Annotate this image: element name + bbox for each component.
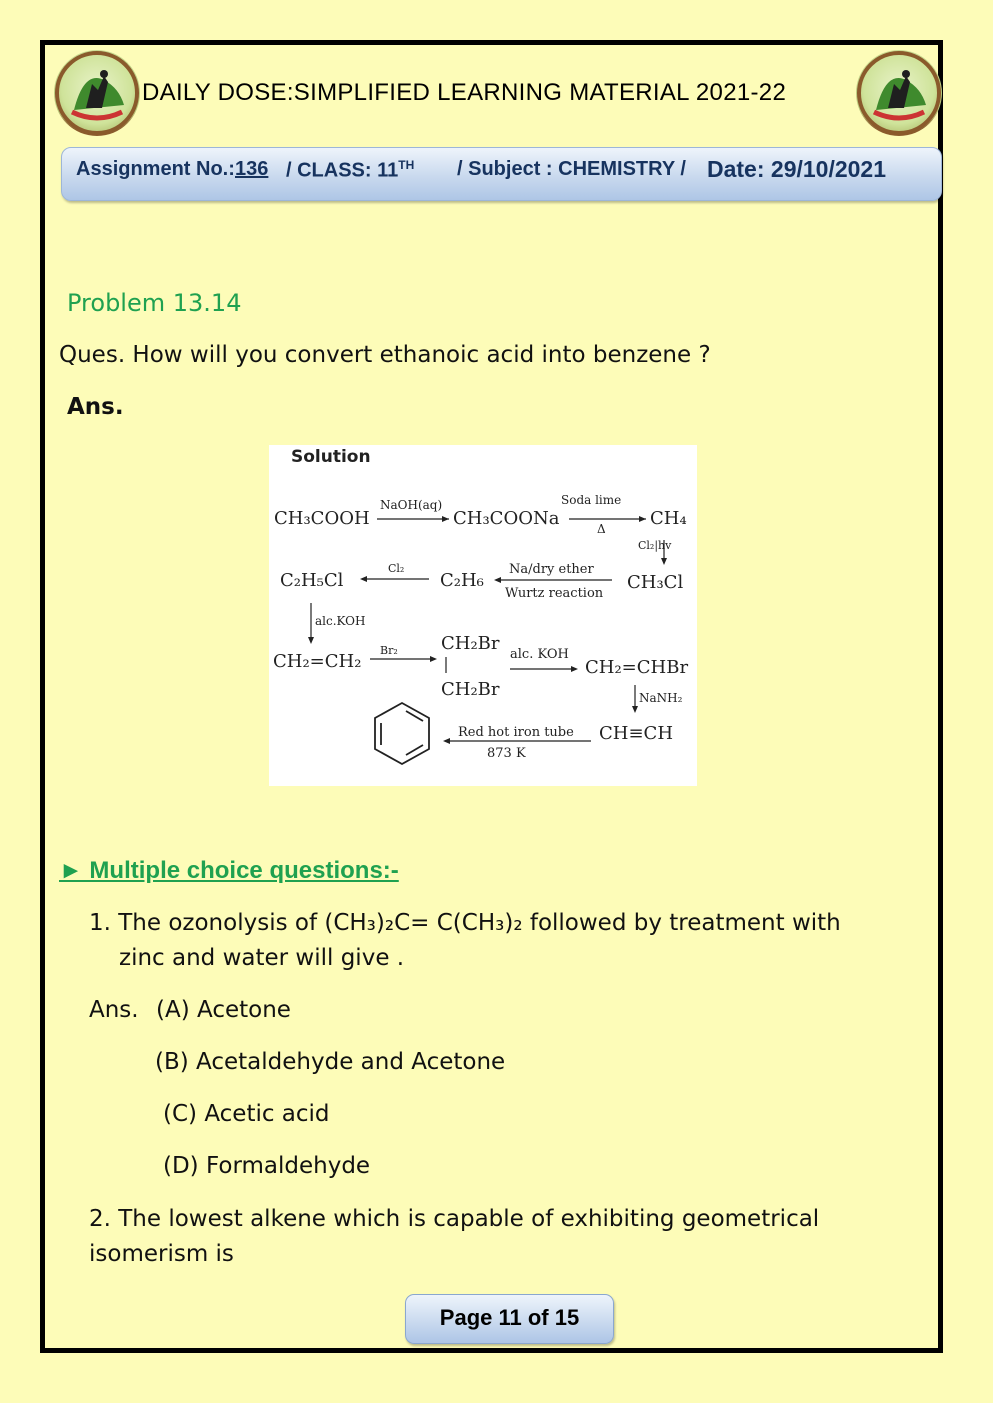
arrowhead-9 [632,706,638,713]
mcq-heading: ► Multiple choice questions:- [59,857,399,884]
arrowhead-10 [443,738,450,744]
arrowhead-7 [430,656,437,662]
assignment-label: Assignment No.: [76,158,235,180]
reagent-red-hot-tube: Red hot iron tube [458,725,574,740]
problem-heading: Problem 13.14 [67,289,242,317]
chem-ch3coona: CH₃COONa [453,508,560,529]
reagent-soda-lime: Soda lime [561,493,622,507]
cond-delta: Δ [597,522,606,536]
chem-ch3cooh: CH₃COOH [274,508,370,529]
chem-ch3cl: CH₃Cl [627,572,684,593]
document-title: DAILY DOSE:SIMPLIFIED LEARNING MATERIAL 2021-22 [142,79,787,106]
arrowhead-1 [442,516,449,522]
reagent-alc-koh-1: alc.KOH [315,614,366,628]
answer-label: Ans. [67,394,124,420]
assignment-info-bar [61,147,942,201]
subject-text: / Subject : CHEMISTRY / [457,158,686,180]
chem-c2h5cl: C₂H₅Cl [280,570,344,591]
reagent-cl2-hv: Cl₂|hv [638,539,672,552]
date-text: Date: 29/10/2021 [707,156,887,182]
reagent-br2: Br₂ [380,644,398,657]
q2-line2: isomerism is [89,1241,234,1267]
option-b: (B) Acetaldehyde and Acetone [155,1049,506,1075]
reagent-na-ether: Na/dry ether [509,562,594,577]
chem-ch4: CH₄ [650,508,687,529]
left-logo [54,50,140,136]
option-c: (C) Acetic acid [163,1101,330,1127]
reagent-cl2: Cl₂ [388,562,405,575]
right-logo [856,50,942,136]
benzene-ring [375,703,429,764]
chem-c2h6: C₂H₆ [440,570,484,591]
q1-line1: 1. The ozonolysis of (CH₃)₂C= C(CH₃)₂ followed by treatment with [89,910,841,936]
option-d: (D) Formaldehyde [163,1153,371,1179]
chem-ethene: CH₂=CH₂ [273,651,362,672]
arrowhead-5 [494,577,501,583]
solution-title: Solution [291,447,371,467]
answer-label-q1: Ans. [89,997,139,1023]
cond-873k: 873 K [487,746,526,761]
chem-ethyne: CH≡CH [599,723,674,744]
solution-diagram [269,445,697,786]
chem-vinyl-bromide: CH₂=CHBr [585,657,689,678]
class-text: / CLASS: 11TH [286,158,415,182]
arrowhead-2 [639,516,646,522]
assignment-number: 136 [235,158,269,180]
q1-line2: zinc and water will give . [119,945,405,971]
chem-ch2br-top: CH₂Br [441,633,500,654]
reagent-alc-koh-2: alc. KOH [510,647,569,662]
label-wurtz: Wurtz reaction [505,586,604,601]
arrowhead-6 [308,637,314,644]
option-a: (A) Acetone [156,997,291,1023]
chem-ch2br-bottom: CH₂Br [441,679,500,700]
reagent-nanh2: NaNH₂ [639,691,683,705]
arrowhead-8 [571,666,578,672]
page-number: Page 11 of 15 [405,1294,614,1344]
reagent-naoh: NaOH(aq) [380,498,443,512]
arrowhead-4 [360,576,367,582]
arrowhead-3 [661,558,667,565]
q2-line1: 2. The lowest alkene which is capable of exhibiting geometrical [89,1206,820,1232]
question-text: Ques. How will you convert ethanoic acid into benzene ? [59,342,711,368]
